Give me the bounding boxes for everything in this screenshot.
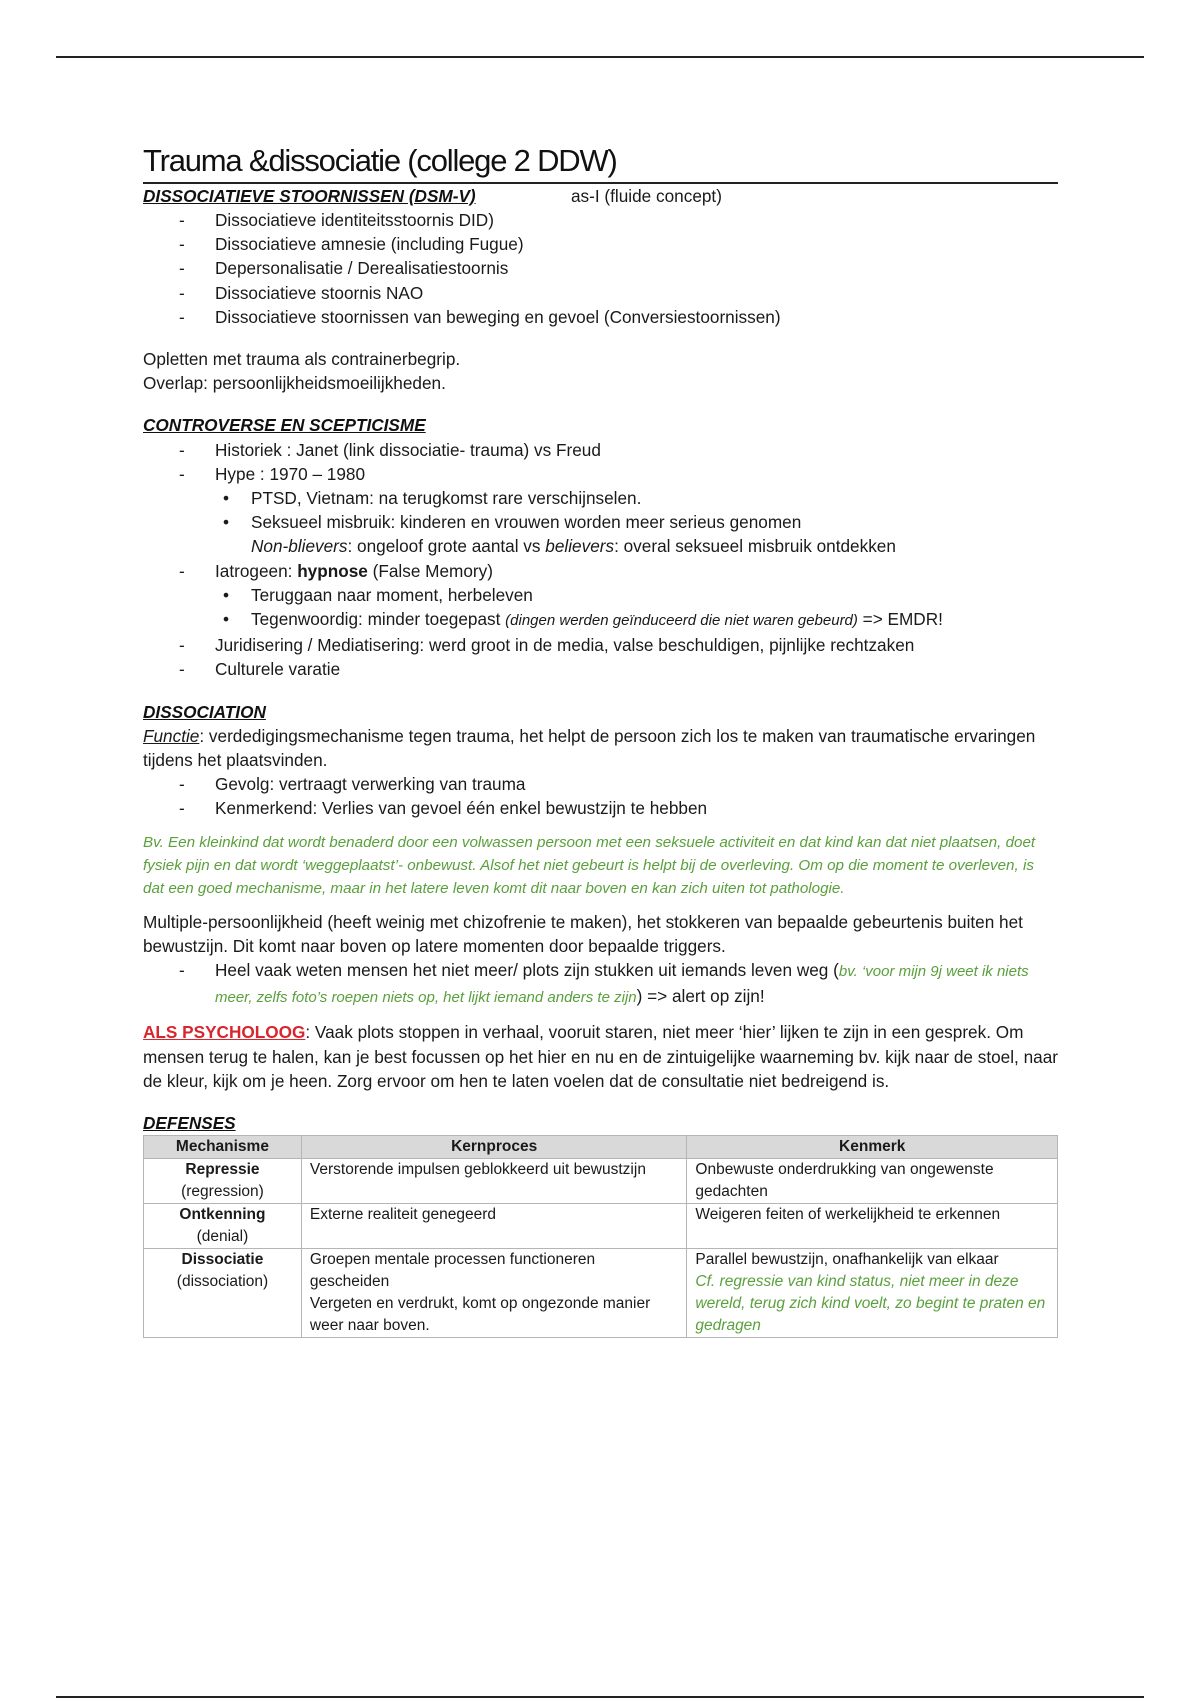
functie-label: Functie	[143, 725, 200, 746]
iatrogeen-prefix: Iatrogeen:	[215, 560, 298, 581]
section-heading: DISSOCIATION	[143, 701, 266, 722]
feature-text: Weigeren feiten of werkelijkheid te erkennen	[695, 1206, 1001, 1224]
process-cell	[301, 1249, 687, 1338]
section-aside-note: as-I (fluide concept)	[571, 186, 722, 206]
sub-item-text: Seksueel misbruik: kinderen en vrouwen worden meer serieus genomen	[251, 512, 802, 533]
column-header: Kernproces	[301, 1136, 687, 1159]
believers-text: : overal seksueel misbruik ontdekken	[614, 536, 896, 557]
table-row	[144, 1159, 1058, 1204]
table-header-row	[144, 1136, 1058, 1159]
list-item-suffix: ) => alert op zijn!	[636, 986, 765, 1007]
column-header: Mechanisme	[144, 1136, 302, 1159]
dissociation-list	[143, 772, 1058, 820]
sub-item-suffix: => EMDR!	[857, 609, 943, 630]
example-paragraph: Bv. Een kleinkind dat wordt benaderd door een volwassen persoon met een seksuele activiteit en dat kind kan dat niet plaatsen, doet fysiek pijn en dat wordt ‘weggeplaatst’- onbewust. Alsof het niet gebeurt is helpt bij de overleving. Om op die moment te overleven, is dat een goed mechanisme, maar in het latere leven komt dit naar boven en kan zich uiten tot pathologie.	[143, 833, 1036, 897]
sub-item-text: Tegenwoordig: minder toegepast	[251, 609, 506, 630]
feature-green-note: Cf. regressie van kind status, niet meer in deze wereld, terug zich kind voelt, zo begint te praten en gedragen	[695, 1273, 1046, 1335]
list-item: - Kenmerkend: Verlies van gevoel één enkel bewustzijn te hebben	[215, 796, 1058, 820]
list-item: - Dissociatieve amnesie (including Fugue)	[215, 232, 1058, 256]
top-rule	[56, 56, 1144, 58]
list-item-text: Heel vaak weten mensen het niet meer/ plots zijn stukken uit iemands leven weg (	[215, 960, 839, 981]
believers-term: believers	[545, 536, 615, 557]
process-extra-text: Vergeten en verdrukt, komt op ongezonde manier weer naar boven.	[309, 1295, 651, 1335]
mechanism-name: Ontkenning	[179, 1206, 266, 1224]
list-item	[215, 958, 1058, 1010]
section-heading: CONTROVERSE EN SCEPTICISME	[143, 415, 426, 436]
functie-paragraph	[143, 724, 1058, 772]
feature-text: Parallel bewustzijn, onafhankelijk van elkaar	[695, 1251, 999, 1269]
feature-cell	[687, 1249, 1058, 1338]
mechanism-name: Repressie	[185, 1161, 260, 1179]
iatrogeen-sublist	[215, 583, 1058, 633]
process-text: Groepen mentale processen functioneren gescheiden	[309, 1251, 596, 1291]
process-text: Verstorende impulsen geblokkeerd uit bewustzijn	[309, 1161, 646, 1179]
table-row	[144, 1204, 1058, 1249]
mechanism-name: Dissociatie	[181, 1251, 264, 1269]
feature-cell	[687, 1204, 1058, 1249]
defenses-table	[143, 1135, 1058, 1338]
list-item-green: bv. ‘voor mijn 9j weet ik niets meer, zelfs foto’s roepen niets op, het lijkt iemand anders te zijn	[215, 963, 1029, 1007]
document-title: Trauma &dissociatie (college 2 DDW)	[143, 142, 1058, 184]
sub-item	[251, 510, 1058, 558]
list-item: - Gevolg: vertraagt verwerking van trauma	[215, 772, 1058, 796]
functie-text: : verdedigingsmechanisme tegen trauma, het helpt de persoon zich los te maken van traumatische ervaringen tijdens het plaatsvinden.	[143, 725, 1036, 771]
process-cell	[301, 1159, 687, 1204]
note-line: Opletten met trauma als contrainerbegrip.	[143, 349, 461, 370]
note-line: Overlap: persoonlijkheidsmoeilijkheden.	[143, 373, 446, 394]
believers-line	[251, 534, 1058, 558]
psycholoog-paragraph	[143, 1020, 1058, 1093]
list-item: - Dissociatieve identiteitsstoornis DID)	[215, 208, 1058, 232]
column-header: Kenmerk	[687, 1136, 1058, 1159]
list-item	[215, 559, 1058, 634]
nonbelievers-term: Non-blievers	[251, 536, 348, 557]
process-cell	[301, 1204, 687, 1249]
mechanism-cell	[144, 1204, 302, 1249]
list-item-label: Hype : 1970 – 1980	[215, 463, 366, 484]
dsm-list	[143, 208, 1058, 329]
iatrogeen-bold: hypnose	[297, 560, 368, 581]
list-item	[215, 462, 1058, 559]
feature-cell	[687, 1159, 1058, 1204]
sub-item	[251, 607, 1058, 633]
section-heading: DISSOCIATIEVE STOORNISSEN (DSM-V)	[143, 186, 476, 206]
list-item: - Juridisering / Mediatisering: werd groot in de media, valse beschuldigen, pijnlijke rechtzaken	[215, 633, 1058, 657]
sub-item: • Teruggaan naar moment, herbeleven	[251, 583, 1058, 607]
mechanism-cell	[144, 1159, 302, 1204]
psycholoog-text: : Vaak plots stoppen in verhaal, vooruit staren, niet meer ‘hier’ lijken te zijn in een gesprek. Om mensen terug te halen, kan je best focussen op het hier en nu en de zintuigelijke waarneming bv. kijk naar de stoel, naar de kleur, kijk om je heen. Zorg ervoor om hen te laten voelen dat de consultatie niet bedreigend is.	[143, 1022, 1058, 1091]
iatrogeen-suffix: (False Memory)	[367, 560, 493, 581]
list-item: - Culturele varatie	[215, 657, 1058, 681]
section-dissociatieve-stoornissen-header	[143, 184, 1058, 208]
feature-text: Onbewuste onderdrukking van ongewenste gedachten	[695, 1161, 994, 1201]
list-item: - Dissociatieve stoornis NAO	[215, 281, 1058, 305]
psycholoog-label: ALS PSYCHOLOOG	[143, 1022, 306, 1043]
list-item: - Historiek : Janet (link dissociatie- trauma) vs Freud	[215, 438, 1058, 462]
nonbelievers-text: : ongeloof grote aantal vs	[347, 536, 546, 557]
sub-item-italic: (dingen werden geïnduceerd die niet waren gebeurd)	[505, 612, 858, 630]
hype-sublist	[215, 486, 1058, 559]
document-page	[143, 142, 1058, 1338]
mechanism-english: (dissociation)	[176, 1273, 269, 1291]
list-item: - Dissociatieve stoornissen van beweging en gevoel (Conversiestoornissen)	[215, 305, 1058, 329]
multiple-paragraph: Multiple-persoonlijkheid (heeft weinig met chizofrenie te maken), het stokkeren van bepaalde gebeurtenis buiten het bewustzijn. Dit komt naar boven op latere momenten door bepaalde triggers.	[143, 911, 1023, 956]
process-text: Externe realiteit genegeerd	[309, 1206, 497, 1224]
sub-item: • PTSD, Vietnam: na terugkomst rare verschijnselen.	[251, 486, 1058, 510]
mechanism-cell	[144, 1249, 302, 1338]
table-row	[144, 1249, 1058, 1338]
mechanism-english: (denial)	[196, 1228, 249, 1246]
mechanism-english: (regression)	[181, 1183, 264, 1201]
controverse-list	[143, 438, 1058, 682]
list-item: - Depersonalisatie / Derealisatiestoornis	[215, 256, 1058, 280]
bottom-rule	[56, 1696, 1144, 1698]
multiple-list	[143, 958, 1058, 1010]
section-heading: DEFENSES	[143, 1113, 236, 1134]
